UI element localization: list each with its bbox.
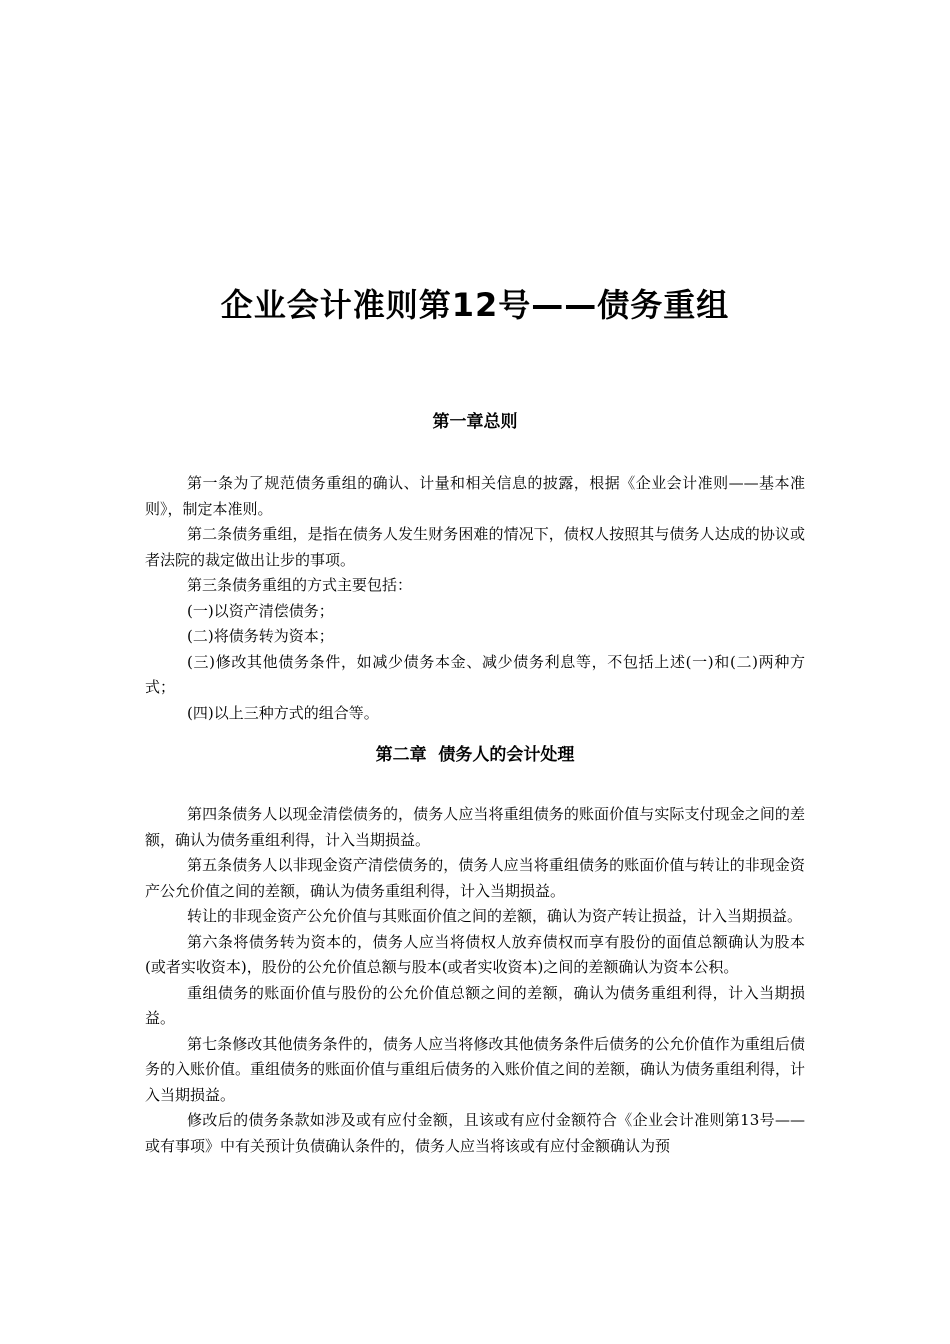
paragraph-article-5-cont: 转让的非现金资产公允价值与其账面价值之间的差额，确认为资产转让损益，计入当期损益。 xyxy=(187,907,803,925)
paragraph-item-3: (三)修改其他债务条件，如减少债务本金、减少债务利息等，不包括上述(一)和(二)两种方式； xyxy=(145,652,805,696)
chapter-1-body xyxy=(145,471,805,726)
paragraph-item-4: (四)以上三种方式的组合等。 xyxy=(187,703,379,722)
paragraph-item-2: (二)将债务转为资本； xyxy=(187,627,334,645)
chapter-1-heading: 第一章总则 xyxy=(432,412,518,432)
chapter-2-heading: 第二章 债务人的会计处理 xyxy=(375,745,575,765)
paragraph-article-5: 第五条债务人以非现金资产清偿债务的，债务人应当将重组债务的账面价值与转让的非现金资产公允价值之间的差额，确认为债务重组利得，计入当期损益。 xyxy=(145,856,805,900)
paragraph-article-7: 第七条修改其他债务条件的，债务人应当将修改其他债务条件后债务的公允价值作为重组后债务的入账价值。重组债务的账面价值与重组后债务的入账价值之间的差额，确认为债务重组利得，计入当期损益。 xyxy=(145,1034,806,1104)
paragraph-article-6: 第六条将债务转为资本的，债务人应当将债权人放弃债权而享有股份的面值总额确认为股本(或者实收资本)，股份的公允价值总额与股本(或者实收资本)之间的差额确认为资本公积。 xyxy=(145,932,805,976)
paragraph-article-3: 第三条债务重组的方式主要包括： xyxy=(187,576,413,594)
paragraph-article-2: 第二条债务重组，是指在债务人发生财务困难的情况下，债权人按照其与债务人达成的协议或者法院的裁定做出让步的事项。 xyxy=(145,525,805,569)
paragraph-article-7-cont: 修改后的债务条款如涉及或有应付金额，且该或有应付金额符合《企业会计准则第13号——或有事项》中有关预计负债确认条件的，债务人应当将该或有应付金额确认为预 xyxy=(145,1111,805,1155)
paragraph-article-1: 第一条为了规范债务重组的确认、计量和相关信息的披露，根据《企业会计准则——基本准则》，制定本准则。 xyxy=(145,474,805,518)
paragraph-article-6-cont: 重组债务的账面价值与股份的公允价值总额之间的差额，确认为债务重组利得，计入当期损益。 xyxy=(145,983,805,1027)
paragraph-item-1: (一)以资产清偿债务； xyxy=(187,601,334,620)
paragraph-article-4: 第四条债务人以现金清偿债务的，债务人应当将重组债务的账面价值与实际支付现金之间的差额，确认为债务重组利得，计入当期损益。 xyxy=(145,805,805,849)
document-title: 企业会计准则第12号——债务重组 xyxy=(220,286,730,324)
chapter-2-body xyxy=(145,802,805,1159)
